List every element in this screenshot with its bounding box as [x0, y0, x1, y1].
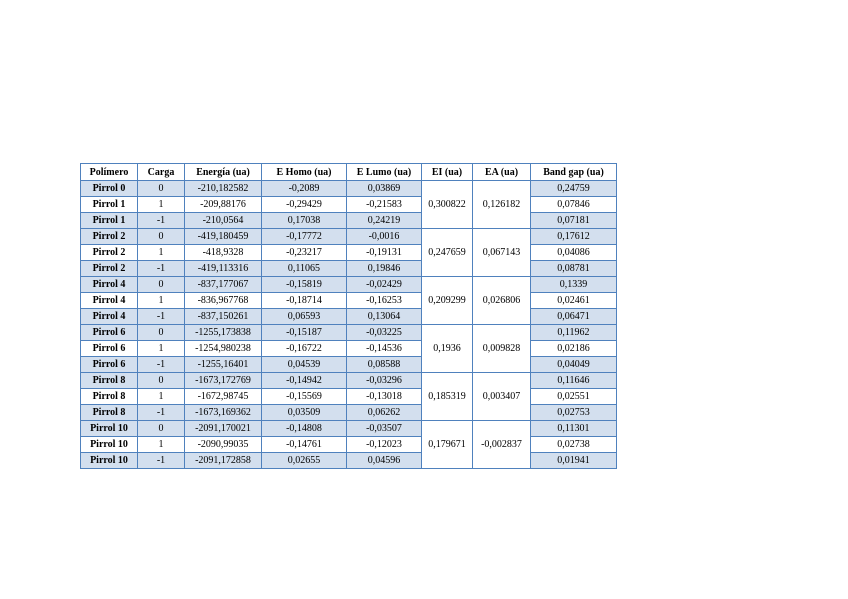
cell-energia: -2091,172858	[185, 453, 262, 469]
cell-carga: 0	[138, 277, 185, 293]
cell-energia: -837,177067	[185, 277, 262, 293]
cell-polimero: Pirrol 0	[81, 181, 138, 197]
cell-e-lumo: -0,03507	[347, 421, 422, 437]
cell-carga: 0	[138, 229, 185, 245]
cell-band-gap: 0,08781	[531, 261, 617, 277]
header-polimero: Polímero	[81, 164, 138, 181]
cell-carga: -1	[138, 357, 185, 373]
cell-energia: -210,0564	[185, 213, 262, 229]
cell-energia: -2090,99035	[185, 437, 262, 453]
cell-ea: 0,126182	[473, 181, 531, 229]
table-row	[81, 437, 617, 453]
cell-polimero: Pirrol 4	[81, 277, 138, 293]
header-band-gap: Band gap (ua)	[531, 164, 617, 181]
table-row	[81, 181, 617, 197]
cell-polimero: Pirrol 10	[81, 453, 138, 469]
cell-energia: -1254,980238	[185, 341, 262, 357]
cell-carga: -1	[138, 405, 185, 421]
header-energia: Energía (ua)	[185, 164, 262, 181]
cell-polimero: Pirrol 2	[81, 261, 138, 277]
cell-band-gap: 0,06471	[531, 309, 617, 325]
cell-band-gap: 0,11646	[531, 373, 617, 389]
cell-polimero: Pirrol 2	[81, 229, 138, 245]
cell-e-lumo: -0,19131	[347, 245, 422, 261]
table-row	[81, 373, 617, 389]
cell-band-gap: 0,02551	[531, 389, 617, 405]
header-ei: EI (ua)	[422, 164, 473, 181]
cell-e-homo: 0,02655	[262, 453, 347, 469]
cell-polimero: Pirrol 6	[81, 325, 138, 341]
cell-carga: 0	[138, 373, 185, 389]
cell-carga: 1	[138, 389, 185, 405]
cell-carga: -1	[138, 261, 185, 277]
table-row	[81, 293, 617, 309]
cell-energia: -418,9328	[185, 245, 262, 261]
table-row	[81, 213, 617, 229]
cell-polimero: Pirrol 1	[81, 197, 138, 213]
cell-polimero: Pirrol 8	[81, 405, 138, 421]
table-row	[81, 421, 617, 437]
cell-e-lumo: -0,12023	[347, 437, 422, 453]
table-row	[81, 245, 617, 261]
cell-band-gap: 0,24759	[531, 181, 617, 197]
cell-polimero: Pirrol 10	[81, 421, 138, 437]
header-ea: EA (ua)	[473, 164, 531, 181]
cell-band-gap: 0,02738	[531, 437, 617, 453]
cell-ea: 0,009828	[473, 325, 531, 373]
cell-ei: 0,179671	[422, 421, 473, 469]
cell-e-lumo: 0,03869	[347, 181, 422, 197]
cell-energia: -209,88176	[185, 197, 262, 213]
cell-e-lumo: 0,24219	[347, 213, 422, 229]
cell-e-homo: -0,29429	[262, 197, 347, 213]
cell-carga: -1	[138, 213, 185, 229]
cell-ei: 0,185319	[422, 373, 473, 421]
table-row	[81, 405, 617, 421]
cell-e-homo: -0,15187	[262, 325, 347, 341]
cell-band-gap: 0,07846	[531, 197, 617, 213]
cell-e-homo: -0,15569	[262, 389, 347, 405]
cell-e-lumo: -0,16253	[347, 293, 422, 309]
cell-e-lumo: -0,21583	[347, 197, 422, 213]
cell-e-lumo: 0,08588	[347, 357, 422, 373]
cell-energia: -419,113316	[185, 261, 262, 277]
cell-e-homo: 0,17038	[262, 213, 347, 229]
cell-e-homo: -0,23217	[262, 245, 347, 261]
table-body	[81, 181, 617, 469]
cell-e-lumo: 0,13064	[347, 309, 422, 325]
cell-e-lumo: -0,03225	[347, 325, 422, 341]
table-row	[81, 229, 617, 245]
cell-ea: 0,067143	[473, 229, 531, 277]
cell-carga: 1	[138, 197, 185, 213]
cell-e-lumo: 0,19846	[347, 261, 422, 277]
header-e-homo: E Homo (ua)	[262, 164, 347, 181]
cell-band-gap: 0,02186	[531, 341, 617, 357]
cell-band-gap: 0,11962	[531, 325, 617, 341]
cell-ei: 0,247659	[422, 229, 473, 277]
table-row	[81, 309, 617, 325]
cell-polimero: Pirrol 2	[81, 245, 138, 261]
cell-e-homo: -0,17772	[262, 229, 347, 245]
cell-band-gap: 0,17612	[531, 229, 617, 245]
table-row	[81, 357, 617, 373]
cell-polimero: Pirrol 8	[81, 373, 138, 389]
cell-e-homo: 0,11065	[262, 261, 347, 277]
cell-e-homo: 0,06593	[262, 309, 347, 325]
cell-polimero: Pirrol 6	[81, 341, 138, 357]
cell-energia: -419,180459	[185, 229, 262, 245]
table-row	[81, 277, 617, 293]
cell-ei: 0,300822	[422, 181, 473, 229]
cell-polimero: Pirrol 4	[81, 309, 138, 325]
cell-e-lumo: -0,03296	[347, 373, 422, 389]
cell-energia: -210,182582	[185, 181, 262, 197]
cell-e-homo: -0,14808	[262, 421, 347, 437]
cell-energia: -1255,16401	[185, 357, 262, 373]
cell-energia: -1673,169362	[185, 405, 262, 421]
polymer-energy-table	[80, 163, 617, 469]
cell-e-lumo: -0,14536	[347, 341, 422, 357]
cell-carga: -1	[138, 453, 185, 469]
cell-energia: -837,150261	[185, 309, 262, 325]
cell-e-lumo: -0,13018	[347, 389, 422, 405]
cell-e-homo: 0,04539	[262, 357, 347, 373]
cell-band-gap: 0,11301	[531, 421, 617, 437]
cell-e-homo: -0,18714	[262, 293, 347, 309]
cell-band-gap: 0,02461	[531, 293, 617, 309]
cell-band-gap: 0,02753	[531, 405, 617, 421]
cell-polimero: Pirrol 4	[81, 293, 138, 309]
cell-carga: 1	[138, 437, 185, 453]
cell-e-homo: -0,2089	[262, 181, 347, 197]
cell-carga: 0	[138, 325, 185, 341]
polymer-energy-table-container	[80, 163, 617, 469]
cell-ei: 0,1936	[422, 325, 473, 373]
cell-e-homo: -0,14761	[262, 437, 347, 453]
cell-band-gap: 0,07181	[531, 213, 617, 229]
cell-energia: -1673,172769	[185, 373, 262, 389]
cell-energia: -2091,170021	[185, 421, 262, 437]
cell-e-lumo: 0,06262	[347, 405, 422, 421]
cell-e-homo: -0,14942	[262, 373, 347, 389]
cell-carga: 1	[138, 293, 185, 309]
table-row	[81, 261, 617, 277]
cell-polimero: Pirrol 10	[81, 437, 138, 453]
cell-energia: -1255,173838	[185, 325, 262, 341]
cell-ea: 0,003407	[473, 373, 531, 421]
cell-e-lumo: -0,02429	[347, 277, 422, 293]
cell-ea: 0,026806	[473, 277, 531, 325]
cell-polimero: Pirrol 1	[81, 213, 138, 229]
cell-e-homo: -0,15819	[262, 277, 347, 293]
table-row	[81, 341, 617, 357]
cell-e-homo: 0,03509	[262, 405, 347, 421]
header-carga: Carga	[138, 164, 185, 181]
cell-band-gap: 0,01941	[531, 453, 617, 469]
cell-carga: -1	[138, 309, 185, 325]
cell-polimero: Pirrol 6	[81, 357, 138, 373]
cell-carga: 0	[138, 181, 185, 197]
cell-band-gap: 0,04049	[531, 357, 617, 373]
table-row	[81, 389, 617, 405]
table-header-row	[81, 164, 617, 181]
cell-e-lumo: 0,04596	[347, 453, 422, 469]
cell-band-gap: 0,1339	[531, 277, 617, 293]
cell-carga: 1	[138, 341, 185, 357]
cell-polimero: Pirrol 8	[81, 389, 138, 405]
cell-carga: 0	[138, 421, 185, 437]
cell-e-homo: -0,16722	[262, 341, 347, 357]
cell-carga: 1	[138, 245, 185, 261]
cell-ei: 0,209299	[422, 277, 473, 325]
table-row	[81, 453, 617, 469]
cell-energia: -1672,98745	[185, 389, 262, 405]
cell-e-lumo: -0,0016	[347, 229, 422, 245]
table-row	[81, 325, 617, 341]
cell-energia: -836,967768	[185, 293, 262, 309]
cell-ea: -0,002837	[473, 421, 531, 469]
table-row	[81, 197, 617, 213]
cell-band-gap: 0,04086	[531, 245, 617, 261]
header-e-lumo: E Lumo (ua)	[347, 164, 422, 181]
